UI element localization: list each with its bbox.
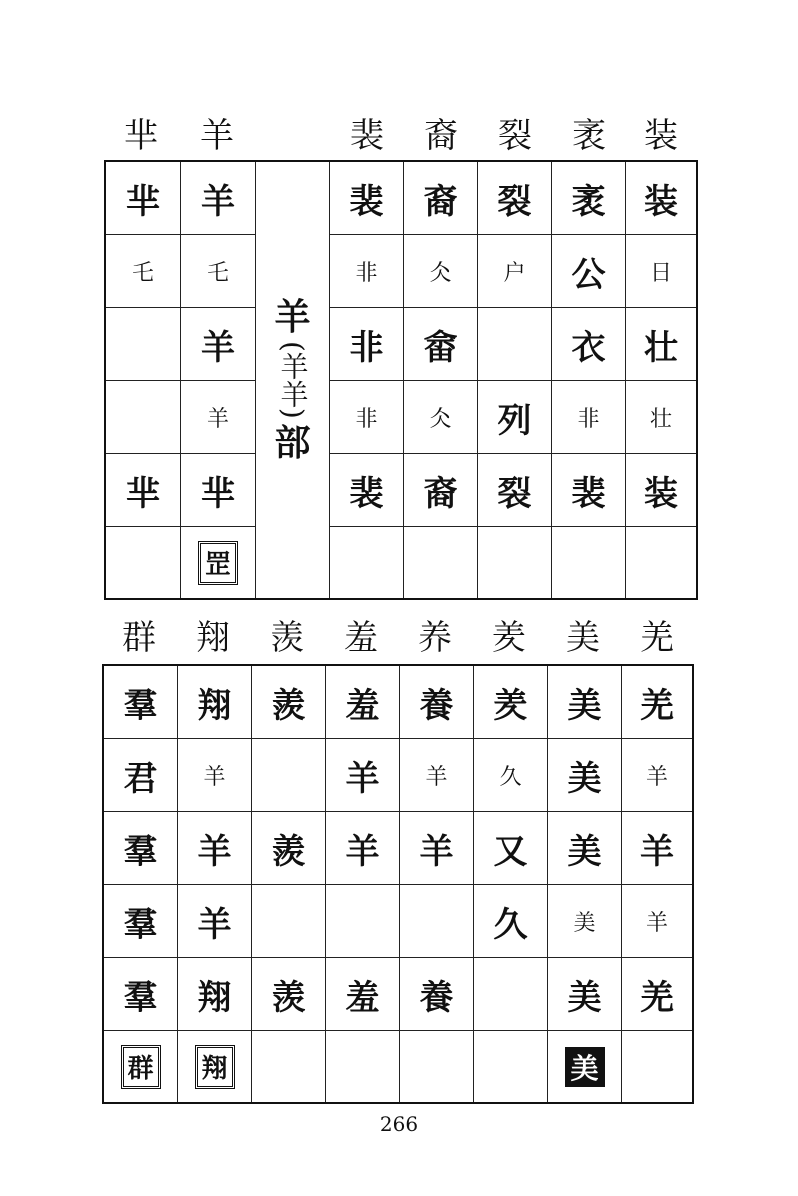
table-cell [252,1031,326,1102]
table-cell: 装 [626,162,696,235]
table-cell: 羊 [181,381,256,454]
header-char: 袤 [572,116,606,156]
table-cell [326,885,400,958]
table-cell: 養 [400,666,474,739]
header-char: 芈 [124,116,158,156]
table-cell: 羞 [326,958,400,1031]
table-cell: 羨 [252,666,326,739]
radical-main: 羊 [274,296,311,339]
table-cell: 袤 [552,162,626,235]
table-cell: 羣 [104,885,178,958]
table-cell [400,885,474,958]
table-cell: 美 [548,885,622,958]
table-cell: 羞 [326,666,400,739]
table-cell: 乇 [106,235,181,308]
table-cell [106,381,181,454]
radical-column [256,162,330,598]
table-cell: 羊 [178,812,252,885]
table-cell: 裂 [478,454,552,527]
header-char: 羞 [344,618,378,658]
table-cell: 非 [552,381,626,454]
table-cell: 羊 [622,739,692,812]
table-cell: 羊 [622,885,692,958]
table-cell: 非 [330,381,404,454]
bottom-table [102,664,694,1104]
table-cell: 羣 [104,812,178,885]
table-cell: 芈 [106,162,181,235]
seal-stamp: 罡 [198,541,238,585]
table-cell: 羌 [622,958,692,1031]
header-char: 装 [644,116,678,156]
table-cell: 羊 [622,812,692,885]
table-cell: 户 [478,235,552,308]
table-cell: 羌 [622,666,692,739]
header-char: 裔 [424,116,458,156]
table-cell: 仌 [404,381,478,454]
table-cell: 羣 [104,958,178,1031]
table-cell: 君 [104,739,178,812]
top-table [104,160,698,600]
table-cell: 裴 [552,454,626,527]
table-cell: 養 [400,958,474,1031]
table-cell: 芈 [181,454,256,527]
table-cell [478,527,552,598]
header-char: 羊 [200,116,234,156]
table-cell: 乇 [181,235,256,308]
table-cell: 裔 [404,454,478,527]
seal-stamp: 翔 [195,1045,235,1089]
table-cell: 羣 [104,666,178,739]
table-cell: 羑 [474,666,548,739]
table-cell: 羊 [400,739,474,812]
table-cell: 羊 [326,812,400,885]
header-char: 养 [418,618,452,658]
table-cell: 羊 [181,162,256,235]
table-cell: 畲 [404,308,478,381]
table-cell: 美 [548,812,622,885]
table-cell: 美 [548,739,622,812]
table-cell: 美 [548,958,622,1031]
table-cell [326,1031,400,1102]
table-cell [548,1031,622,1102]
table-cell: 装 [626,454,696,527]
table-cell [626,527,696,598]
table-cell: 非 [330,308,404,381]
header-char: 羡 [270,618,304,658]
table-cell [181,527,256,598]
table-cell [478,308,552,381]
header-char: 群 [122,618,156,658]
page-number: 266 [379,1112,419,1136]
header-char: 美 [566,618,600,658]
table-cell: 芈 [106,454,181,527]
table-cell: 裴 [330,162,404,235]
table-cell: 裔 [404,162,478,235]
radical-suffix: 部 [274,421,311,464]
seal-stamp: 群 [121,1045,161,1089]
table-cell: 裴 [330,454,404,527]
table-cell [106,527,181,598]
table-cell: 仌 [404,235,478,308]
table-cell [404,527,478,598]
table-cell: 裂 [478,162,552,235]
table-cell [330,527,404,598]
table-cell [252,885,326,958]
table-cell: 公 [552,235,626,308]
table-cell: 羊 [178,885,252,958]
table-cell: 美 [548,666,622,739]
table-cell [474,958,548,1031]
radical-variants: (羊羊) [276,341,310,419]
table-cell: 列 [478,381,552,454]
table-cell [552,527,626,598]
table-cell: 壮 [626,381,696,454]
table-cell: 非 [330,235,404,308]
header-char: 裴 [350,116,384,156]
table-cell: 羊 [181,308,256,381]
table-cell: 日 [626,235,696,308]
table-cell [106,308,181,381]
table-cell: 又 [474,812,548,885]
table-cell [622,1031,692,1102]
table-cell [252,739,326,812]
table-cell: 羊 [178,739,252,812]
header-char: 翔 [196,618,230,658]
table-cell: 久 [474,739,548,812]
table-cell [104,1031,178,1102]
header-char: 羌 [640,618,674,658]
header-char: 裂 [498,116,532,156]
table-cell: 羡 [252,958,326,1031]
header-char: 羑 [492,618,526,658]
table-cell: 久 [474,885,548,958]
table-cell: 翔 [178,666,252,739]
table-cell [400,1031,474,1102]
table-cell [178,1031,252,1102]
table-cell: 衣 [552,308,626,381]
table-cell: 羊 [326,739,400,812]
table-cell [474,1031,548,1102]
table-cell: 羊 [400,812,474,885]
table-cell: 翔 [178,958,252,1031]
table-cell: 壮 [626,308,696,381]
seal-stamp: 美 [565,1047,605,1087]
table-cell: 羨 [252,812,326,885]
